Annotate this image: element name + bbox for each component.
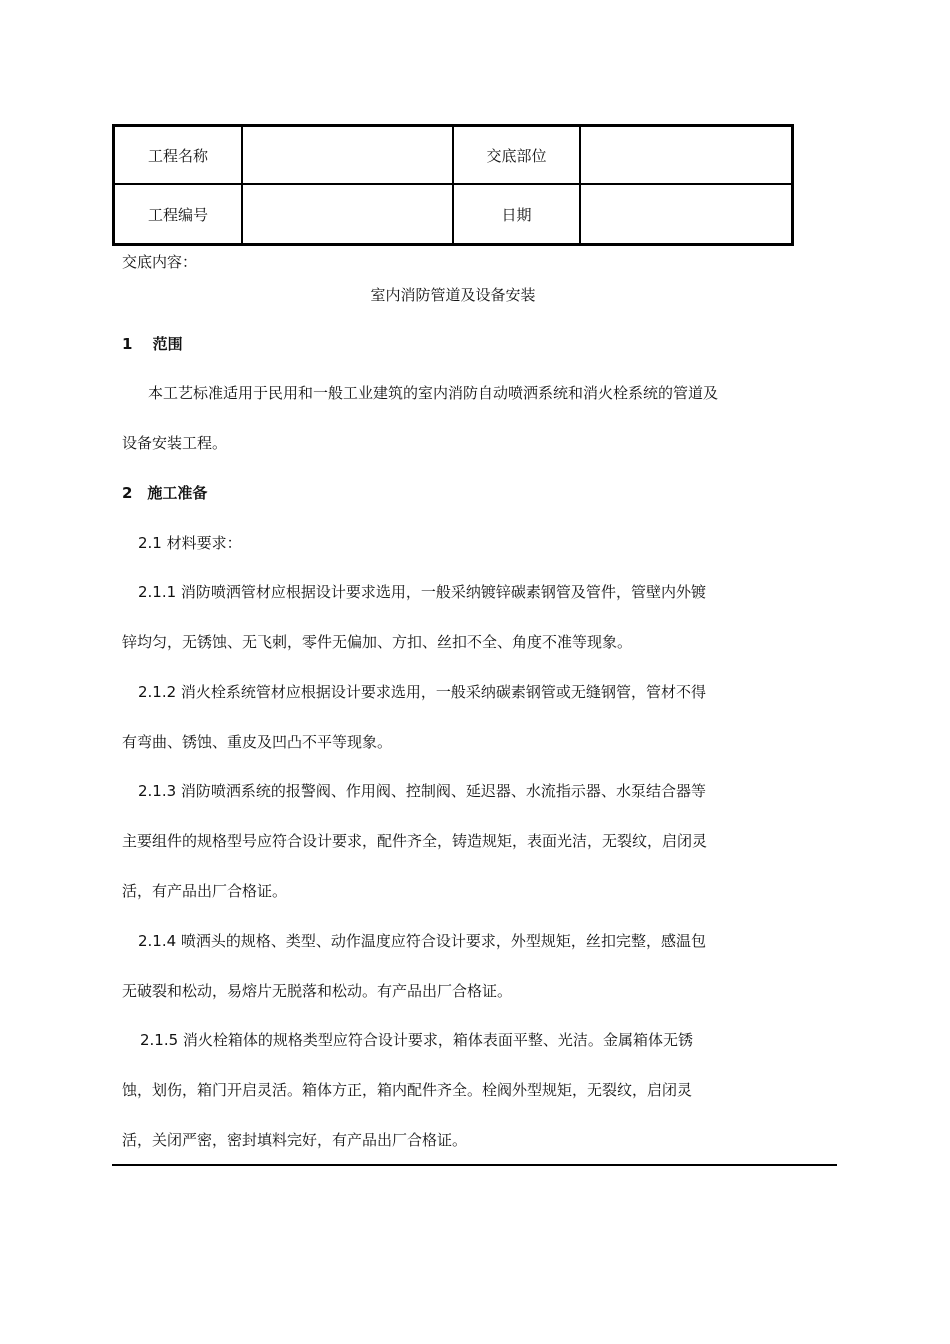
project-number-label: 工程编号	[115, 185, 243, 243]
content-label: 交底内容：	[122, 253, 198, 271]
project-name-value	[243, 127, 454, 185]
footer-divider	[112, 1164, 837, 1166]
clause-2-1-3-line: 活，有产品出厂合格证。	[122, 882, 288, 900]
section-1-paragraph-line: 本工艺标准适用于民用和一般工业建筑的室内消防自动喷洒系统和消火栓系统的管道及	[148, 384, 719, 402]
clause-2-1-4-line: 2.1.4 喷洒头的规格、类型、动作温度应符合设计要求，外型规矩，丝扣完整，感温包	[138, 932, 706, 950]
section-1-heading: 1 范围	[122, 335, 183, 353]
document-title: 室内消防管道及设备安装	[370, 286, 536, 304]
clause-2-1-4-line: 无破裂和松动，易熔片无脱落和松动。有产品出厂合格证。	[122, 982, 513, 1000]
clause-2-1-2-line: 有弯曲、锈蚀、重皮及凹凸不平等现象。	[122, 733, 393, 751]
clause-2-1-2-line: 2.1.2 消火栓系统管材应根据设计要求选用，一般采纳碳素钢管或无缝钢管，管材不得	[138, 683, 706, 701]
section-2-heading: 2 施工准备	[122, 484, 208, 502]
clause-2-1-1-line: 2.1.1 消防喷洒管材应根据设计要求选用，一般采纳镀锌碳素钢管及管件，管壁内外镀	[138, 583, 706, 601]
date-value	[581, 185, 791, 243]
handover-info-table	[112, 124, 794, 246]
clause-2-1-3-line: 2.1.3 消防喷洒系统的报警阀、作用阀、控制阀、延迟器、水流指示器、水泵结合器等	[138, 782, 706, 800]
project-name-label: 工程名称	[115, 127, 243, 185]
clause-2-1-5-line: 活，关闭严密，密封填料完好，有产品出厂合格证。	[122, 1131, 468, 1149]
handover-part-label: 交底部位	[454, 127, 581, 185]
clause-2-1-3-line: 主要组件的规格型号应符合设计要求，配件齐全，铸造规矩，表面光洁，无裂纹，启闭灵	[122, 832, 708, 850]
project-number-value	[243, 185, 454, 243]
clause-2-1-1-line: 锌均匀，无锈蚀、无飞刺，零件无偏加、方扣、丝扣不全、角度不准等现象。	[122, 633, 633, 651]
clause-2-1-5-line: 2.1.5 消火栓箱体的规格类型应符合设计要求，箱体表面平整、光洁。金属箱体无锈	[140, 1031, 693, 1049]
section-2-1-heading: 2.1 材料要求：	[138, 534, 242, 552]
clause-2-1-5-line: 蚀，划伤，箱门开启灵活。箱体方正，箱内配件齐全。栓阀外型规矩，无裂纹，启闭灵	[122, 1081, 693, 1099]
handover-part-value	[581, 127, 791, 185]
date-label: 日期	[454, 185, 581, 243]
section-1-paragraph-line: 设备安装工程。	[122, 434, 228, 452]
